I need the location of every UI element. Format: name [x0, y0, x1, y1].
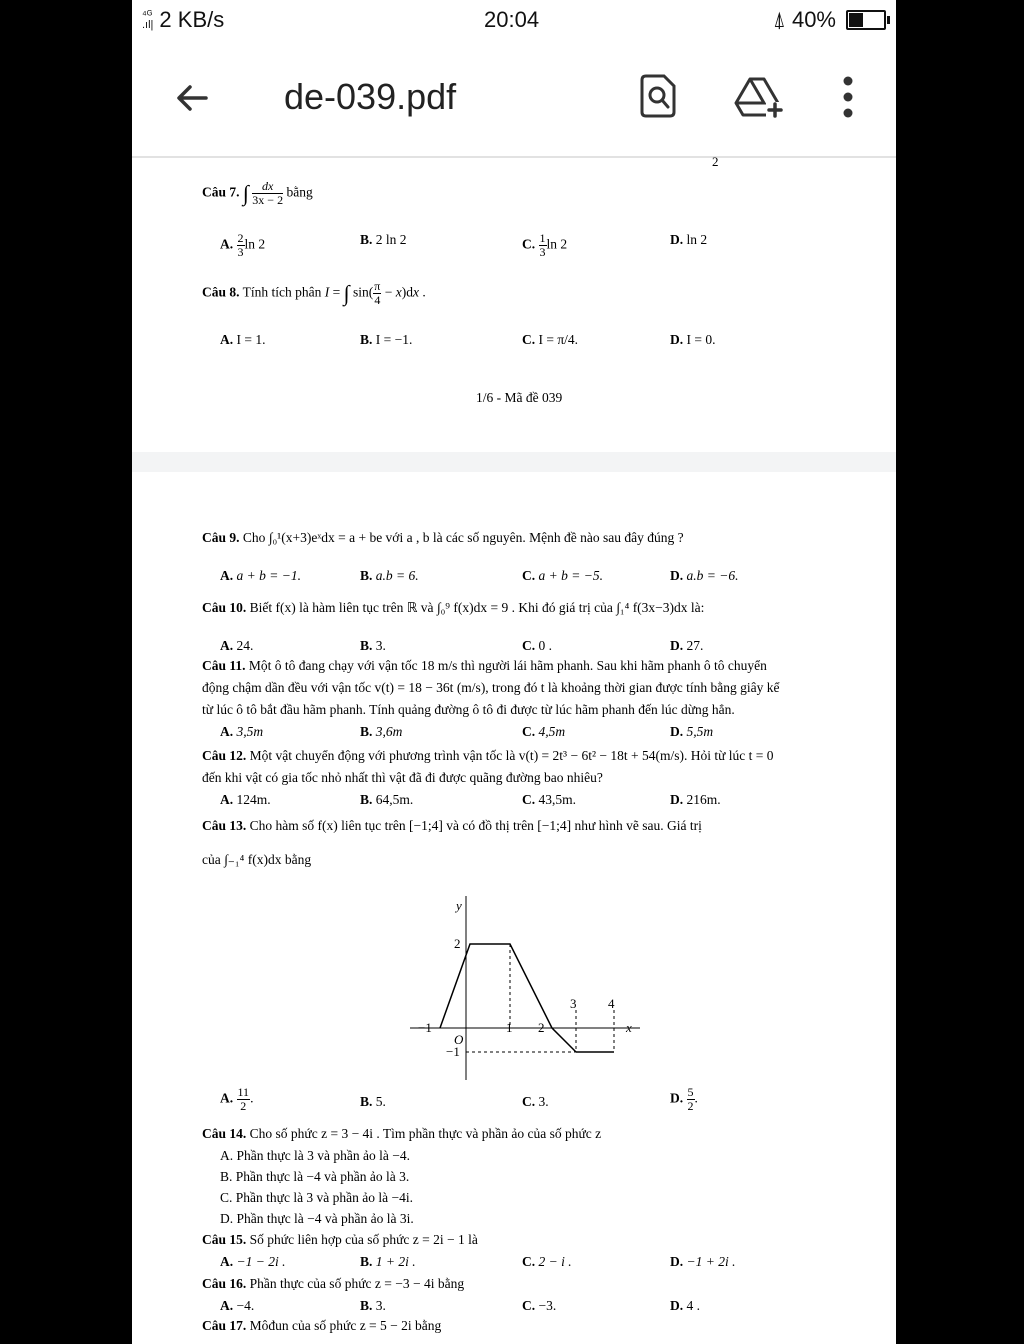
- option-c: C. 2 − i .: [522, 1254, 572, 1269]
- page-footer: 1/6 - Mã đề 039: [476, 390, 563, 405]
- tick-x-2: 2: [538, 1020, 545, 1035]
- question-9: Câu 9. Cho ∫₀¹(x+3)eˣdx = a + be với a , b là các số nguyên. Mệnh đề nào sau đây đúng ?: [202, 530, 684, 545]
- option-b: B. 5.: [360, 1094, 386, 1109]
- question-11-line-3: từ lúc ô tô bắt đầu hãm phanh. Tính quảng đường ô tô đi được từ lúc hãm phanh đến lúc dừng hẳn.: [202, 702, 735, 717]
- clock: 20:04: [484, 7, 540, 32]
- more-options-icon[interactable]: [836, 74, 860, 120]
- option-c: C. 43,5m.: [522, 792, 577, 807]
- x-axis-label: x: [626, 1020, 632, 1035]
- pdf-page-1: [132, 154, 896, 452]
- question-12-line-2: đến khi vật có gia tốc nhỏ nhất thì vật đã đi được quãng đường bao nhiêu?: [202, 770, 603, 785]
- option-a: A. a + b = −1.: [220, 568, 301, 583]
- option-b: B. 64,5m.: [360, 792, 414, 807]
- option-c: C. 3.: [522, 1094, 549, 1109]
- option-b: B. 3,6m: [360, 724, 403, 739]
- tick-x-1: 1: [506, 1020, 513, 1035]
- option-d: D. 4 .: [670, 1298, 700, 1313]
- option-c: C. Phần thực là 3 và phần ảo là −4i.: [220, 1190, 414, 1205]
- question-13: Câu 13. Cho hàm số f(x) liên tục trên [−1;4] và có đồ thị trên [−1;4] như hình vẽ sau. Giá trị: [202, 818, 702, 833]
- option-d: D. a.b = −6.: [670, 568, 739, 583]
- question-13-line-2: của ∫₋₁⁴ f(x)dx bằng: [202, 852, 312, 867]
- option-d: D. 216m.: [670, 792, 721, 807]
- option-b: B. 2 ln 2: [360, 232, 407, 247]
- question-label: Câu 7.: [202, 184, 240, 200]
- question-12: Câu 12. Một vật chuyển động với phương trình vận tốc là v(t) = 2t³ − 6t² − 18t + 54(m/s). Hỏi từ lúc t = 0: [202, 748, 774, 763]
- option-d: D. 27.: [670, 638, 704, 653]
- phone-screen: [132, 0, 896, 1344]
- question-7: Câu 7. ∫ $\frac{dx}{3x - 2}$ bằng: [202, 179, 313, 207]
- option-a: A. $\frac{2}{3}$ ln 2: [220, 231, 266, 259]
- document-title: de-039.pdf: [284, 76, 457, 117]
- question-11: Câu 11. Một ô tô đang chạy với vận tốc 18 m/s thì người lái hãm phanh. Sau khi hãm phanh ô tô chuyển: [202, 658, 767, 673]
- question-14: Câu 14. Cho số phức z = 3 − 4i . Tìm phần thực và phần ảo của số phức z: [202, 1126, 602, 1141]
- origin-label: O: [454, 1032, 464, 1047]
- option-d: D. Phần thực là −4 và phần ảo là 3i.: [220, 1211, 414, 1226]
- option-d: D. ln 2: [670, 232, 708, 247]
- option-c: C. 4,5m: [522, 724, 566, 739]
- question-11-line-2: động chậm dần đều với vận tốc v(t) = 18 − 36t (m/s), trong đó t là khoảng thời gian được tính bằng giây kể: [202, 680, 780, 695]
- page-number-top: 2: [712, 154, 719, 169]
- question-15: Câu 15. Số phức liên hợp của số phức z = 2i − 1 là: [202, 1232, 478, 1247]
- alarm-off-icon: ⍋: [772, 7, 786, 32]
- option-a: A. 24.: [220, 638, 254, 653]
- network-speed: 2 KB/s: [159, 7, 225, 32]
- add-to-drive-icon[interactable]: [734, 76, 784, 118]
- option-b: B. Phần thực là −4 và phần ảo là 3.: [220, 1169, 410, 1184]
- battery-icon: [846, 10, 886, 30]
- tick-x-4: 4: [608, 996, 615, 1011]
- search-in-document-icon[interactable]: [638, 74, 678, 118]
- option-a: A. I = 1.: [220, 332, 266, 347]
- question-8: Câu 8. Tính tích phân I = ∫ sin( $\frac{\pi}{4}$ − x)dx .: [202, 279, 426, 307]
- signal-icon: ⁴ᴳ .ıl|: [142, 9, 154, 31]
- tick-x-minus-1: −1: [418, 1020, 432, 1035]
- option-c: C. I = π/4.: [522, 332, 579, 347]
- option-d: D. 5,5m: [670, 724, 714, 739]
- option-c: C. $\frac{1}{3}$ ln 2: [522, 231, 568, 259]
- option-a: A. 3,5m: [220, 724, 264, 739]
- battery-level: 40%: [791, 7, 836, 32]
- back-arrow-icon[interactable]: [172, 78, 212, 118]
- y-axis-label: y: [456, 898, 462, 913]
- option-d: D. $\frac{5}{2}$ .: [670, 1085, 698, 1113]
- option-b: B. 3.: [360, 638, 386, 653]
- option-a: A. $\frac{11}{2}$ .: [220, 1085, 254, 1113]
- pdf-page-2: [132, 472, 896, 1344]
- option-d: D. −1 + 2i .: [670, 1254, 736, 1269]
- option-c: C. 0 .: [522, 638, 552, 653]
- option-a: A. −1 − 2i .: [220, 1254, 286, 1269]
- option-b: B. 3.: [360, 1298, 386, 1313]
- option-d: D. I = 0.: [670, 332, 716, 347]
- option-a: A. Phần thực là 3 và phần ảo là −4.: [220, 1148, 411, 1163]
- option-a: A. 124m.: [220, 792, 271, 807]
- status-bar: [132, 0, 896, 40]
- tick-y-2: 2: [454, 936, 461, 951]
- option-a: A. −4.: [220, 1298, 255, 1313]
- option-b: B. a.b = 6.: [360, 568, 419, 583]
- question-text: bằng: [286, 184, 313, 200]
- tick-x-3: 3: [570, 996, 577, 1011]
- option-b: B. I = −1.: [360, 332, 413, 347]
- tick-y-minus-1: −1: [446, 1044, 460, 1059]
- question-10: Câu 10. Biết f(x) là hàm liên tục trên ℝ và ∫₀⁹ f(x)dx = 9 . Khi đó giá trị của ∫₁⁴ f(3x−3)dx là:: [202, 600, 705, 615]
- app-bar: [132, 40, 896, 158]
- option-b: B. 1 + 2i .: [360, 1254, 416, 1269]
- question-17: Câu 17. Môđun của số phức z = 5 − 2i bằng: [202, 1318, 442, 1333]
- option-c: C. −3.: [522, 1298, 557, 1313]
- function-graph: [410, 892, 640, 1082]
- option-c: C. a + b = −5.: [522, 568, 603, 583]
- question-16: Câu 16. Phần thực của số phức z = −3 − 4i bằng: [202, 1276, 465, 1291]
